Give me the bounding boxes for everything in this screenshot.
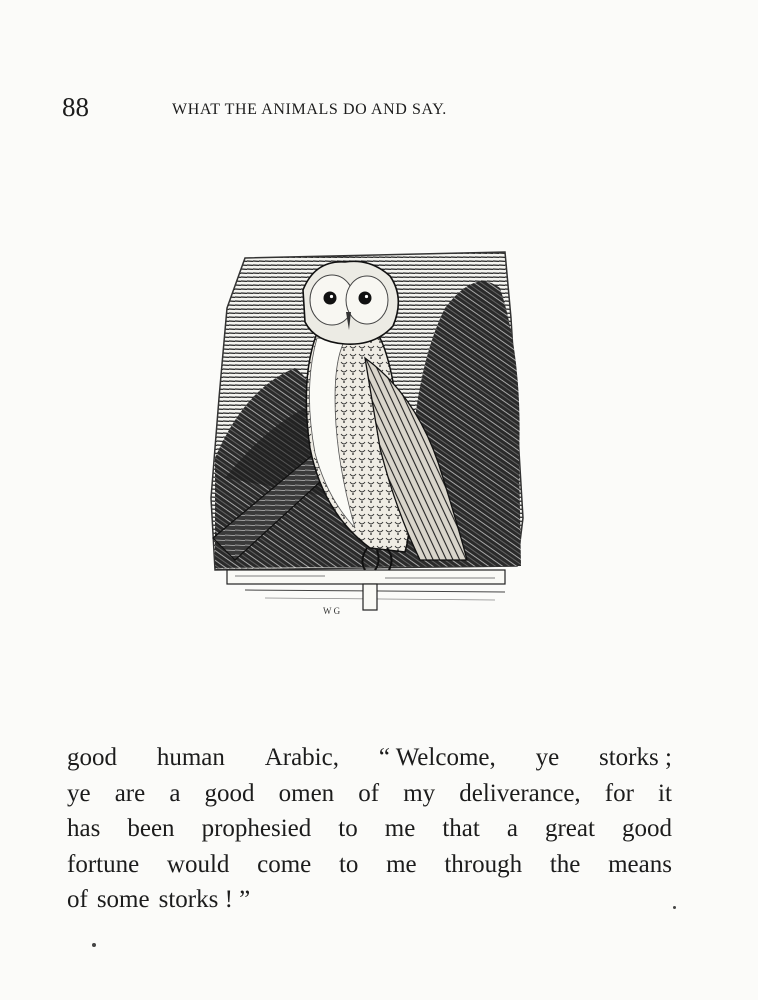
body-line-4 bbox=[67, 847, 672, 883]
engraver-mark: W G bbox=[323, 606, 341, 616]
word: a bbox=[169, 779, 181, 807]
running-head: WHAT THE ANIMALS DO AND SAY. bbox=[172, 101, 447, 118]
word: to bbox=[338, 850, 359, 878]
page-number: 88 bbox=[62, 92, 89, 122]
word: me bbox=[386, 850, 417, 878]
word: my bbox=[403, 779, 436, 807]
word: prophesied bbox=[201, 815, 312, 842]
word: the bbox=[549, 850, 581, 878]
word: storks ! ” bbox=[158, 886, 251, 913]
body-text bbox=[67, 740, 672, 918]
word: fortune bbox=[67, 850, 140, 878]
word: means bbox=[608, 850, 672, 878]
body-line-2 bbox=[67, 776, 672, 812]
word: great bbox=[544, 815, 595, 842]
word: come bbox=[257, 850, 312, 878]
body-line-5 bbox=[67, 882, 672, 918]
word: been bbox=[127, 815, 175, 842]
word: are bbox=[114, 779, 146, 807]
word: good bbox=[67, 744, 117, 771]
word: ye bbox=[67, 779, 91, 807]
body-line-1 bbox=[67, 740, 672, 776]
owl-engraving-icon bbox=[205, 248, 525, 623]
word: it bbox=[658, 779, 672, 807]
word: omen bbox=[278, 779, 335, 807]
ink-speck bbox=[92, 943, 96, 947]
word: some bbox=[96, 886, 150, 913]
ink-speck bbox=[673, 906, 676, 909]
word: good bbox=[204, 779, 255, 807]
word: to bbox=[338, 815, 358, 842]
word: a bbox=[506, 815, 518, 842]
word: human bbox=[156, 744, 225, 771]
word: Arabic, bbox=[264, 744, 339, 771]
word: for bbox=[604, 779, 634, 807]
body-line-3 bbox=[67, 811, 672, 847]
word: deliverance, bbox=[459, 779, 581, 807]
word: would bbox=[166, 850, 230, 878]
word: “ Welcome, bbox=[378, 744, 496, 771]
word: ye bbox=[535, 744, 560, 771]
word: me bbox=[384, 815, 416, 842]
word: that bbox=[442, 815, 480, 842]
word: through bbox=[444, 850, 523, 878]
word: storks ; bbox=[599, 744, 672, 771]
word: good bbox=[621, 815, 672, 842]
word: has bbox=[67, 815, 101, 842]
word: of bbox=[67, 886, 88, 913]
word: of bbox=[358, 779, 380, 807]
